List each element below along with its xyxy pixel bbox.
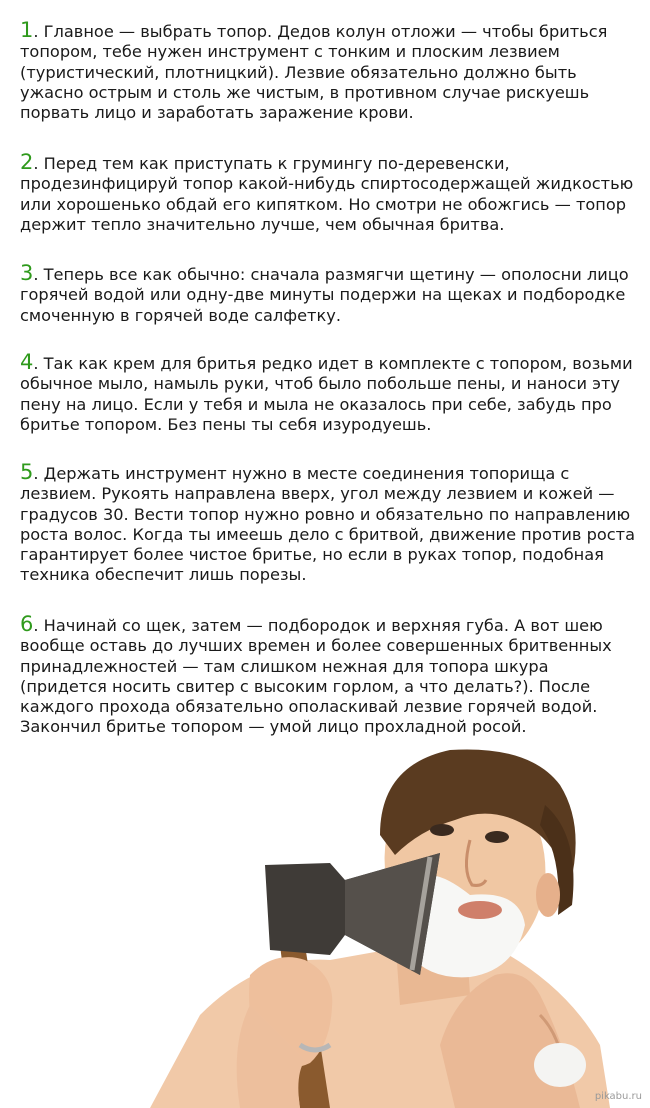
step-text: . Теперь все как обычно: сначала размягчи щетину — ополосни лицо горячей водой или одну-две минуты подержи на щеках и подбородке смоченную в горячей воде салфетку. bbox=[20, 265, 629, 325]
step-text: . Так как крем для бритья редко идет в комплекте с топором, возьми обычное мыло, намыль руки, чтоб было побольше пены, и наноси эту пену на лицо. Если у тебя и мыла не оказалось при себе, забудь про бритье топором. Без пены ты себя изуродуешь. bbox=[20, 354, 633, 434]
step-4 bbox=[20, 352, 638, 435]
step-text: . Начинай со щек, затем — подбородок и верхняя губа. А вот шею вообще оставь до лучших времен и более совершенных бритвенных принадлежностей — там слишком нежная для топора шкура (придется носить свитер с высоким горлом, а что делать?). После каждого прохода обязательно ополаскивай лезвие горячей водой. Закончил бритье топором — умой лицо прохладной росой. bbox=[20, 616, 612, 737]
step-number: 4 bbox=[20, 350, 34, 374]
step-text: . Держать инструмент нужно в месте соединения топорища с лезвием. Рукоять направлена вверх, угол между лезвием и кожей — градусов 30. Вести топор нужно ровно и обязательно по направлению роста волос. Когда ты имеешь дело с бритвой, движение против роста гарантирует более чистое бритье, но если в руках топор, подобная техника обеспечит лишь порезы. bbox=[20, 464, 636, 585]
step-number: 2 bbox=[20, 150, 34, 174]
step-number: 3 bbox=[20, 261, 34, 285]
step-text: . Главное — выбрать топор. Дедов колун отложи — чтобы бриться топором, тебе нужен инструмент с тонким и плоским лезвием (туристический, плотницкий). Лезвие обязательно должно быть ужасно острым и столь же чистым, в противном случае рискуешь порвать лицо и заработать заражение крови. bbox=[20, 22, 608, 123]
step-1 bbox=[20, 20, 638, 123]
watermark-pikabu: pikabu.ru bbox=[594, 1091, 642, 1102]
step-number: 1 bbox=[20, 18, 34, 42]
step-5 bbox=[20, 462, 638, 586]
man-shaving-with-axe-photo bbox=[0, 745, 650, 1108]
step-3 bbox=[20, 263, 638, 326]
step-text: . Перед тем как приступать к грумингу по-деревенски, продезинфицируй топор какой-нибудь спиртосодержащей жидкостью или хорошенько обдай его кипятком. Но смотри не обожгись — топор держит тепло значительно лучше, чем обычная бритва. bbox=[20, 154, 634, 234]
step-number: 5 bbox=[20, 460, 34, 484]
step-6 bbox=[20, 614, 638, 738]
step-number: 6 bbox=[20, 612, 34, 636]
step-2 bbox=[20, 152, 638, 235]
